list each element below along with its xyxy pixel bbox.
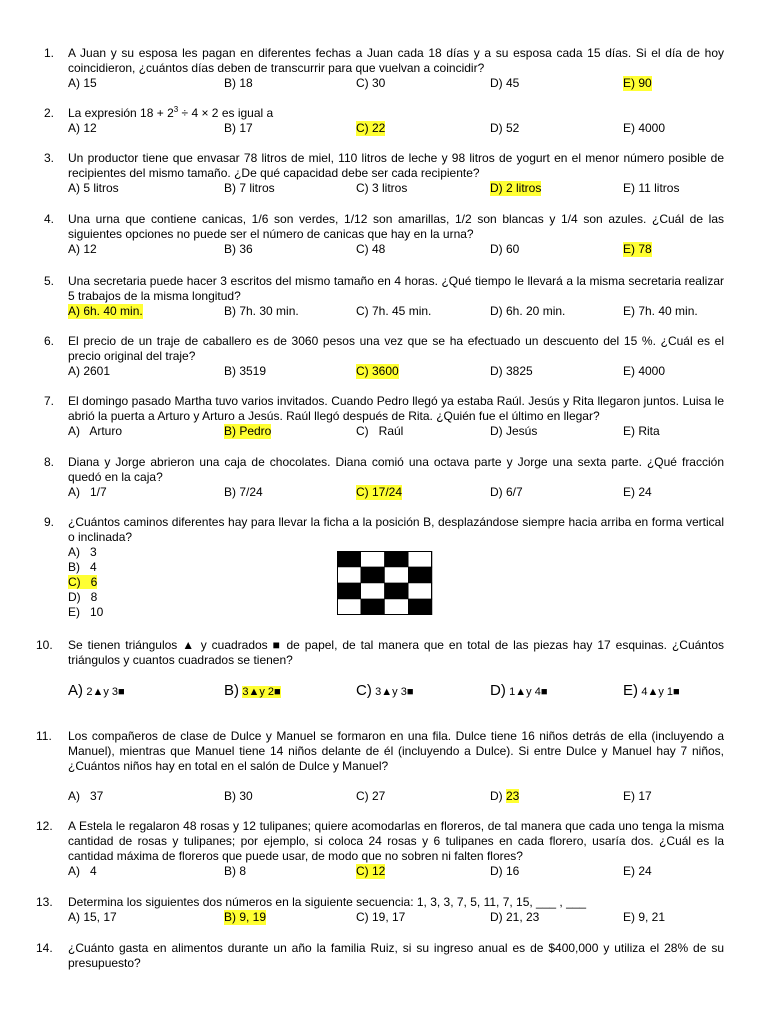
board-cell (361, 567, 385, 583)
option-b: B) 3519 (224, 364, 267, 378)
option-e-highlighted: E) 90 (623, 76, 652, 90)
question-number: 8. (44, 455, 55, 469)
options-row (68, 242, 724, 257)
option-letter: C) (356, 682, 372, 699)
question-1 (44, 46, 724, 91)
question-text: El precio de un traje de caballero es de 3060 pesos una vez que se ha efectuado un descuento del 15 %. ¿Cuál es el precio original del traje? (68, 334, 724, 363)
option-a: A) 37 (68, 789, 104, 803)
option-b: B) 7h. 30 min. (224, 304, 299, 318)
option-d: D) 6/7 (490, 485, 523, 499)
question-text: A Juan y su esposa les pagan en diferentes fechas a Juan cada 18 días y a su esposa cada 15 días. Si el día de hoy coincidieron, ¿cuántos días deben de transcurrir para que vuelvan a coincidir? (68, 46, 724, 75)
board-cell (337, 599, 361, 615)
option-a: A) 15, 17 (68, 910, 117, 924)
options-row (68, 76, 724, 91)
option-c: C) 19, 17 (356, 910, 406, 924)
option-b-label: B) 4 (68, 560, 97, 574)
option-c-highlighted: C) 17/24 (356, 485, 403, 499)
option-letter: E) (623, 682, 638, 699)
expression-start: La expresión 18 + 2 (68, 106, 174, 120)
option-a (68, 683, 125, 700)
board-cell (385, 599, 409, 615)
question-5 (44, 274, 724, 319)
option-d: D) 3825 (490, 364, 533, 378)
option-e: E) 11 litros (623, 181, 680, 195)
options-row (68, 910, 724, 925)
option-b: B) 8 (224, 864, 247, 878)
option-d-value-highlighted: 23 (506, 789, 520, 803)
option-c: C) 7h. 45 min. (356, 304, 432, 318)
checkerboard-figure (337, 551, 433, 615)
option-a: A) 1/7 (68, 485, 107, 499)
question-text: Un productor tiene que envasar 78 litros de miel, 110 litros de leche y 98 litros de yogurt en el menor número posible de recipientes del mismo tamaño. ¿De qué capacidad debe ser cada recipiente? (68, 151, 724, 180)
option-e: E) 24 (623, 485, 652, 499)
option-c-highlighted: C) 3600 (356, 364, 399, 378)
board-cell (385, 567, 409, 583)
question-10 (36, 638, 724, 705)
question-number: 3. (44, 151, 55, 165)
option-a: A) 4 (68, 864, 97, 878)
question-13 (36, 895, 724, 925)
option-b: B) 7/24 (224, 485, 263, 499)
board-cell (361, 583, 385, 599)
question-text: Diana y Jorge abrieron una caja de chocolates. Diana comió una octava parte y Jorge una sexta parte. ¿Qué fracción quedó en la caja? (68, 455, 724, 484)
option-b: B) 17 (224, 121, 253, 135)
options-row (68, 304, 724, 319)
board-cell (408, 551, 432, 567)
option-value: 2▲y 3■ (86, 686, 125, 698)
option-e: E) Rita (623, 424, 660, 438)
options-row (68, 181, 724, 196)
option-e-highlighted: E) 78 (623, 242, 652, 256)
question-number: 7. (44, 394, 55, 408)
option-b-highlighted: B) 9, 19 (224, 910, 267, 924)
question-text: A Estela le regalaron 48 rosas y 12 tulipanes; quiere acomodarlas en floreros, de tal manera que cada uno tenga la misma cantidad de rosas y tulipanes; por ejemplo, si coloca 24 rosas y 6 tulipanes en cada florero, usaría dos. ¿Cuál es la cantidad máxima de floreros que puede usar, de modo que no sobren ni falten flores? (68, 819, 724, 863)
option-d-letter: D) (490, 789, 506, 803)
option-a: A) 15 (68, 76, 97, 90)
board-cell (337, 551, 361, 567)
question-number: 1. (44, 46, 55, 60)
option-value: 1▲y 4■ (509, 686, 548, 698)
board-cell (408, 599, 432, 615)
option-e: E) 7h. 40 min. (623, 304, 698, 318)
question-text: Los compañeros de clase de Dulce y Manuel se formaron en una fila. Dulce tiene 16 niños detrás de ella (incluyendo a Manuel), mientras que Manuel tiene 14 niños delante de él (incluyendo a Dulce). Si entre Dulce y Manuel hay 7 niños, ¿Cuántos niños hay en total en el salón de Dulce y Manuel? (68, 729, 724, 773)
question-number: 11. (36, 729, 52, 743)
option-d: D) 45 (490, 76, 520, 90)
option-b: B) 7 litros (224, 181, 275, 195)
question-11 (36, 729, 724, 804)
question-number: 6. (44, 334, 55, 348)
question-number: 14. (36, 941, 53, 955)
option-value-highlighted: 3▲y 2■ (242, 686, 281, 698)
options-row (68, 789, 724, 804)
question-3 (44, 151, 724, 196)
option-c: C) 30 (356, 76, 386, 90)
exponent: 3 (173, 105, 179, 114)
option-a-label: A) 3 (68, 545, 97, 559)
option-a: A) 12 (68, 121, 97, 135)
option-c-highlighted: C) 12 (356, 864, 386, 878)
option-b-highlighted: B) Pedro (224, 424, 272, 438)
board-label-b: B (389, 555, 397, 567)
question-14 (36, 941, 724, 971)
option-letter: B) (224, 682, 239, 699)
board-cell (337, 567, 361, 583)
option-d: D) 16 (490, 864, 520, 878)
option-letter: A) (68, 682, 83, 699)
question-text: Determina los siguientes dos números en la siguiente secuencia: 1, 3, 3, 7, 5, 11, 7, 15, ___ , ___ (68, 895, 587, 909)
options-row (68, 683, 724, 705)
question-number: 13. (36, 895, 53, 909)
option-b: B) 36 (224, 242, 253, 256)
option-d: D) 6h. 20 min. (490, 304, 566, 318)
question-text (68, 106, 724, 121)
option-b (224, 683, 281, 700)
options-row (68, 424, 724, 439)
question-number: 9. (44, 515, 55, 529)
board-cells (337, 551, 432, 615)
options-row (68, 121, 724, 136)
board-token: ● (365, 604, 375, 615)
question-text: ¿Cuánto gasta en alimentos durante un año la familia Ruiz, si su ingreso anual es de $400,000 y utiliza el 28% de su presupuesto? (68, 941, 724, 970)
option-c: C) 27 (356, 789, 386, 803)
option-e: E) 4000 (623, 121, 666, 135)
options-row (68, 864, 724, 879)
question-4 (44, 212, 724, 257)
board-cell (408, 583, 432, 599)
option-b: B) 30 (224, 789, 253, 803)
option-e (623, 683, 680, 700)
option-e: E) 17 (623, 789, 652, 803)
board-cell (337, 583, 361, 599)
option-e: E) 24 (623, 864, 652, 878)
question-2 (44, 106, 724, 136)
option-a: A) 5 litros (68, 181, 119, 195)
option-c: C) 48 (356, 242, 386, 256)
question-number: 10. (36, 638, 53, 652)
option-c: C) 3 litros (356, 181, 408, 195)
option-d (490, 789, 519, 804)
question-7 (44, 394, 724, 439)
option-c: C) Raúl (356, 424, 404, 438)
options-row (68, 364, 724, 379)
question-6 (44, 334, 724, 379)
question-text: Una secretaria puede hacer 3 escritos del mismo tamaño en 4 horas. ¿Qué tiempo le llevará a la misma secretaria realizar 5 trabajos de la misma longitud? (68, 274, 724, 303)
option-letter: D) (490, 682, 506, 699)
question-number: 4. (44, 212, 55, 226)
question-text: Una urna que contiene canicas, 1/6 son verdes, 1/12 son amarillas, 1/2 son blancas y 1/4 son azules. ¿Cuál de las siguientes opciones no puede ser el número de canicas que hay en la urna? (68, 212, 724, 241)
expression-end: ÷ 4 × 2 es igual a (178, 106, 274, 120)
board-cell (361, 551, 385, 567)
option-a-highlighted: A) 6h. 40 min. (68, 304, 143, 318)
option-a: A) 12 (68, 242, 97, 256)
option-d-highlighted: D) 2 litros (490, 181, 542, 195)
question-text: Se tienen triángulos ▲ y cuadrados ■ de papel, de tal manera que en total de las piezas hay 17 esquinas. ¿Cuántos triángulos y cuantos cuadrados se tienen? (68, 638, 724, 667)
option-a: A) Arturo (68, 424, 123, 438)
option-e-label: E) 10 (68, 605, 104, 619)
option-a: A) 2601 (68, 364, 111, 378)
board-cell (385, 583, 409, 599)
option-e: E) 4000 (623, 364, 666, 378)
question-number: 2. (44, 106, 55, 120)
question-number: 12. (36, 819, 53, 833)
option-d-label: D) 8 (68, 590, 98, 604)
option-d: D) 60 (490, 242, 520, 256)
option-d (490, 683, 548, 700)
option-c-highlighted: C) 6 (68, 575, 98, 589)
question-12 (36, 819, 724, 879)
option-value: 4▲y 1■ (641, 686, 680, 698)
question-number: 5. (44, 274, 55, 288)
option-c-highlighted: C) 22 (356, 121, 386, 135)
question-text: El domingo pasado Martha tuvo varios invitados. Cuando Pedro llegó ya estaba Raúl. Jesús y Rita llegaron juntos. Luisa le abrió la puerta a Arturo y Arturo a Jesús. Raúl llegó después de Rita. ¿Quién fue el último en llegar? (68, 394, 724, 423)
options-row (68, 485, 724, 500)
option-d: D) 52 (490, 121, 520, 135)
question-text: ¿Cuántos caminos diferentes hay para llevar la ficha a la posición B, desplazándose siempre hacia arriba en forma vertical o inclinada? (68, 515, 724, 544)
option-value: 3▲y 3■ (375, 686, 414, 698)
option-c (356, 683, 414, 700)
option-d: D) 21, 23 (490, 910, 540, 924)
question-8 (44, 455, 724, 500)
board-cell (408, 567, 432, 583)
option-e: E) 9, 21 (623, 910, 666, 924)
option-b: B) 18 (224, 76, 253, 90)
option-d: D) Jesús (490, 424, 538, 438)
